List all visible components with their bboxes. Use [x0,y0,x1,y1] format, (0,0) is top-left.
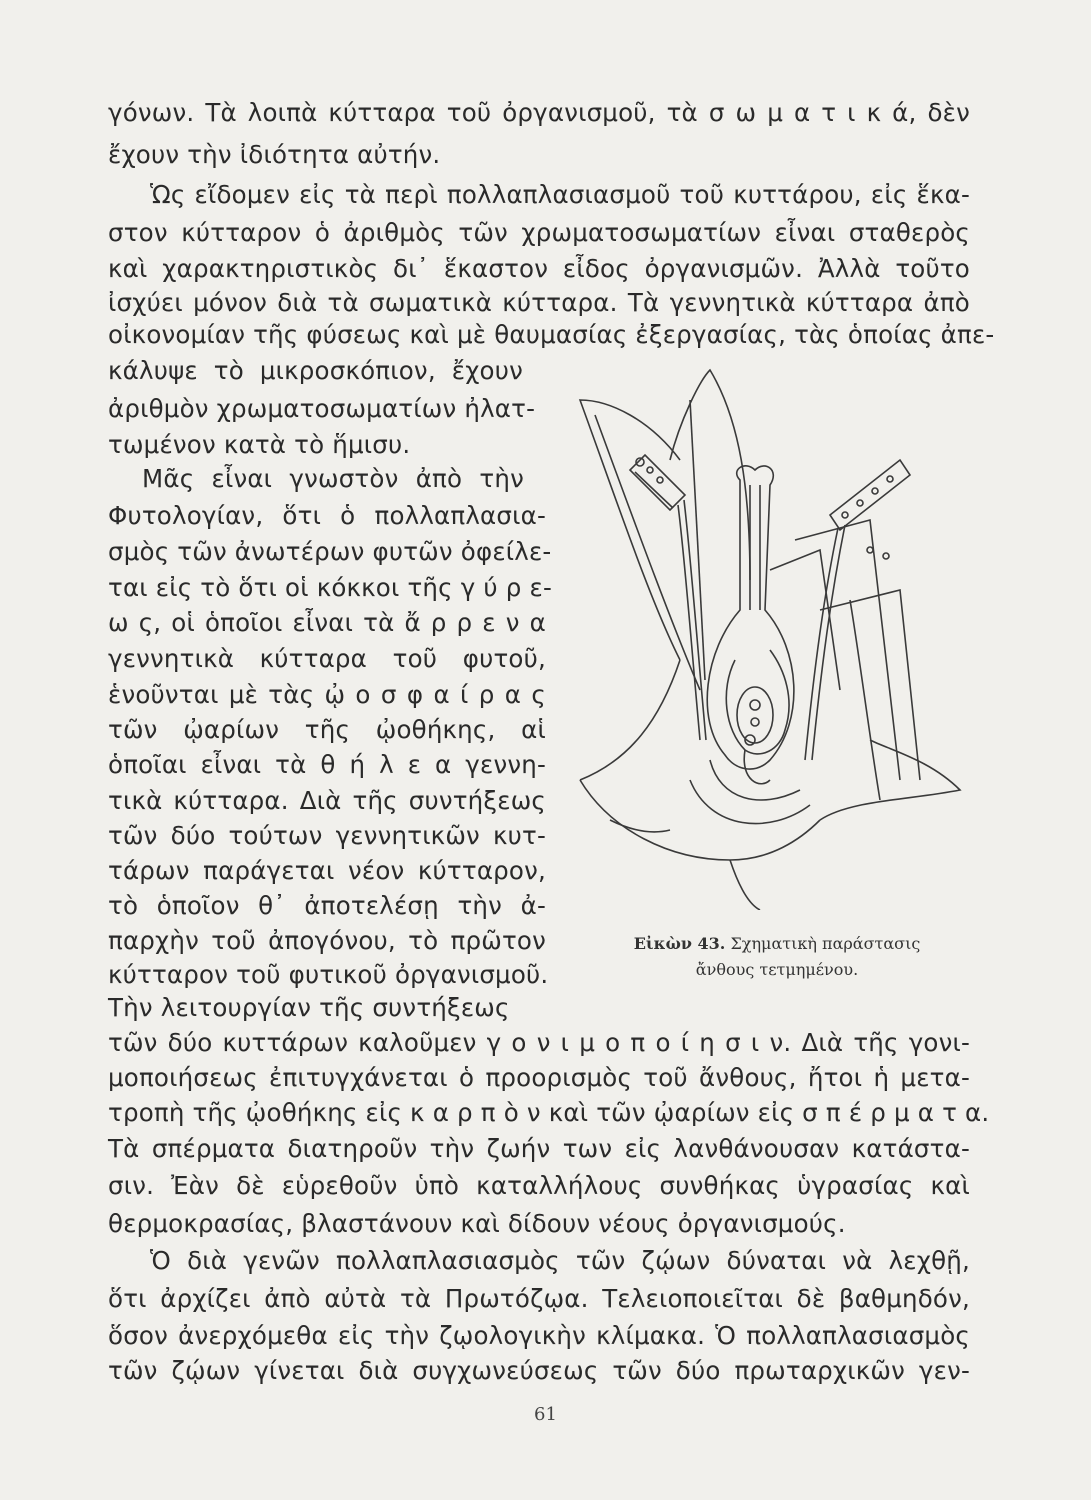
text-line: καὶ χαρακτηριστικὸς δι᾽ ἕκαστον εἶδος ὀργανισμῶν. Ἀλλὰ τοῦτο [108,254,970,283]
text-line: Φυτολογίαν, ὅτι ὁ πολλαπλασια- [108,501,546,530]
text-line: τῶν ᾠαρίων τῆς ᾠοθήκης, αἱ [108,715,546,744]
page-number: 61 [534,1404,557,1425]
text-line: τῶν δύο τούτων γεννητικῶν κυτ- [108,821,546,850]
text-line: Μᾶς εἶναι γνωστὸν ἀπὸ τὴν [142,464,524,493]
figure-number: Εἰκὼν 43. [633,934,726,953]
text-line: ὅσον ἀνερχόμεθα εἰς τὴν ζῳολογικὴν κλίμακα. Ὁ πολλαπλασιασμὸς [108,1321,970,1350]
text-line: τωμένον κατὰ τὸ ἥμισυ. [108,430,411,459]
text-line: οἰκονομίαν τῆς φύσεως καὶ μὲ θαυμασίας ἐξεργασίας, τὰς ὁποίας ἀπε- [108,320,995,349]
text-line: τῶν δύο κυττάρων καλοῦμεν γ ο ν ι μ ο π ο ί η σ ι ν. Διὰ τῆς γονι- [108,1028,970,1057]
text-line: ἰσχύει μόνον διὰ τὰ σωματικὰ κύτταρα. Τὰ γεννητικὰ κύτταρα ἀπὸ [108,288,970,317]
caption-text: Σχηματικὴ παράστασις [730,934,921,953]
text-line: μοποιήσεως ἐπιτυγχάνεται ὁ προορισμὸς τοῦ ἄνθους, ἤτοι ἡ μετα- [108,1063,970,1092]
flower-cross-section-figure [570,360,970,910]
text-line: Ὁ διὰ γενῶν πολλαπλασιασμὸς τῶν ζῴων δύναται νὰ λεχθῇ, [150,1246,970,1275]
text-line: στον κύτταρον ὁ ἀριθμὸς τῶν χρωματοσωματίων εἶναι σταθερὸς [108,218,970,247]
text-line: ω ς, οἱ ὁποῖοι εἶναι τὰ ἄ ρ ρ ε ν α [108,608,546,637]
text-line: τροπὴ τῆς ᾠοθήκης εἰς κ α ρ π ὸ ν καὶ τῶν ᾠαρίων εἰς σ π έ ρ μ α τ α. [108,1098,990,1127]
text-line: ται εἰς τὸ ὅτι οἱ κόκκοι τῆς γ ύ ρ ε- [108,573,552,602]
figure-caption-line-2: ἄνθους τετμημένου. [695,960,859,979]
text-line: κύτταρον τοῦ φυτικοῦ ὀργανισμοῦ. [108,960,549,989]
text-line: ὁποῖαι εἶναι τὰ θ ή λ ε α γεννη- [108,750,546,779]
text-line: ἀριθμὸν χρωματοσωματίων ἠλατ- [108,394,536,423]
text-line: γεννητικὰ κύτταρα τοῦ φυτοῦ, [108,644,546,673]
text-line: Τὰ σπέρματα διατηροῦν τὴν ζωήν των εἰς λανθάνουσαν κατάστα- [108,1134,970,1163]
text-line: ἔχουν τὴν ἰδιότητα αὐτήν. [108,140,441,169]
text-line: τὸ ὁποῖον θ᾽ ἀποτελέσῃ τὴν ἀ- [108,891,546,920]
text-line: κάλυψε τὸ μικροσκόπιον, ἔχουν [108,356,523,385]
text-line: τῶν ζῴων γίνεται διὰ συγχωνεύσεως τῶν δύο πρωταρχικῶν γεν- [108,1356,970,1385]
flower-illustration [570,360,970,910]
figure-caption [582,932,972,956]
text-line: παρχὴν τοῦ ἀπογόνου, τὸ πρῶτον [108,926,546,955]
text-line: τικὰ κύτταρα. Διὰ τῆς συντήξεως [108,786,546,815]
text-line: ἑνοῦνται μὲ τὰς ᾠ ο σ φ α ί ρ α ς [108,680,546,709]
text-line: Τὴν λειτουργίαν τῆς συντήξεως [108,993,510,1022]
text-line: σιν. Ἐὰν δὲ εὑρεθοῦν ὑπὸ καταλλήλους συνθήκας ὑγρασίας καὶ [108,1171,970,1200]
text-line: ὅτι ἀρχίζει ἀπὸ αὐτὰ τὰ Πρωτόζῳα. Τελειοποιεῖται δὲ βαθμηδόν, [108,1284,970,1313]
text-line: σμὸς τῶν ἀνωτέρων φυτῶν ὀφείλε- [108,537,552,566]
text-line: Ὡς εἴδομεν εἰς τὰ περὶ πολλαπλασιασμοῦ τοῦ κυττάρου, εἰς ἕκα- [150,180,970,209]
text-line: γόνων. Τὰ λοιπὰ κύτταρα τοῦ ὀργανισμοῦ, τὰ σ ω μ α τ ι κ ά, δὲν [108,98,970,127]
text-line: θερμοκρασίας, βλαστάνουν καὶ δίδουν νέους ὀργανισμούς. [108,1209,846,1238]
text-line: τάρων παράγεται νέον κύτταρον, [108,856,546,885]
